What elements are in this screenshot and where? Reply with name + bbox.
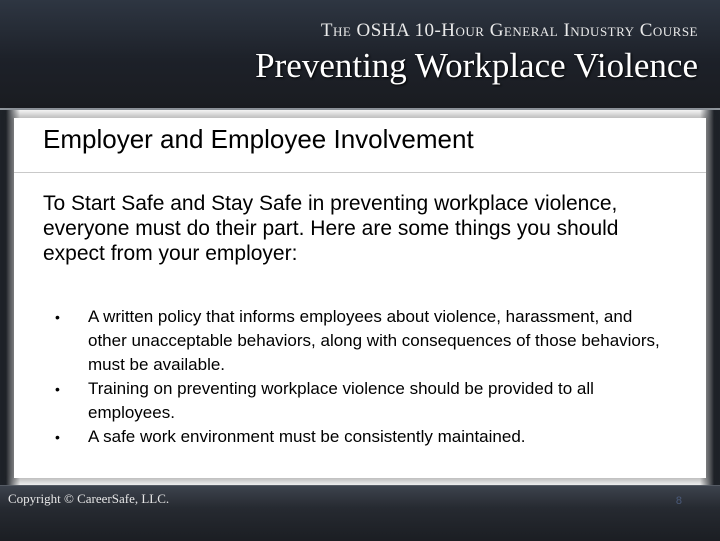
bullet-text: A written policy that informs employees about violence, harassment, and other unacceptable behaviors, along with consequences of those behaviors, must be available. [88, 307, 660, 374]
list-item [55, 377, 670, 425]
list-item [55, 305, 670, 377]
bullet-text: Training on preventing workplace violence should be provided to all employees. [88, 379, 594, 422]
intro-paragraph: To Start Safe and Stay Safe in preventing workplace violence, everyone must do their part. Here are some things you should expect from your employer: [43, 192, 619, 265]
list-item [55, 425, 670, 449]
bullet-icon: • [55, 381, 60, 397]
copyright-text: Copyright © CareerSafe, LLC. [8, 491, 170, 506]
heading-divider [14, 172, 706, 173]
bullet-icon: • [55, 429, 60, 445]
slide-title: Preventing Workplace Violence [255, 46, 698, 85]
course-title: The OSHA 10-Hour General Industry Course [320, 20, 698, 41]
bullet-list [55, 305, 670, 449]
section-heading: Employer and Employee Involvement [43, 124, 474, 154]
bullet-text: A safe work environment must be consistently maintained. [88, 427, 526, 446]
slide-header [0, 0, 720, 110]
bullet-icon: • [55, 309, 60, 325]
page-number: 8 [675, 495, 682, 507]
